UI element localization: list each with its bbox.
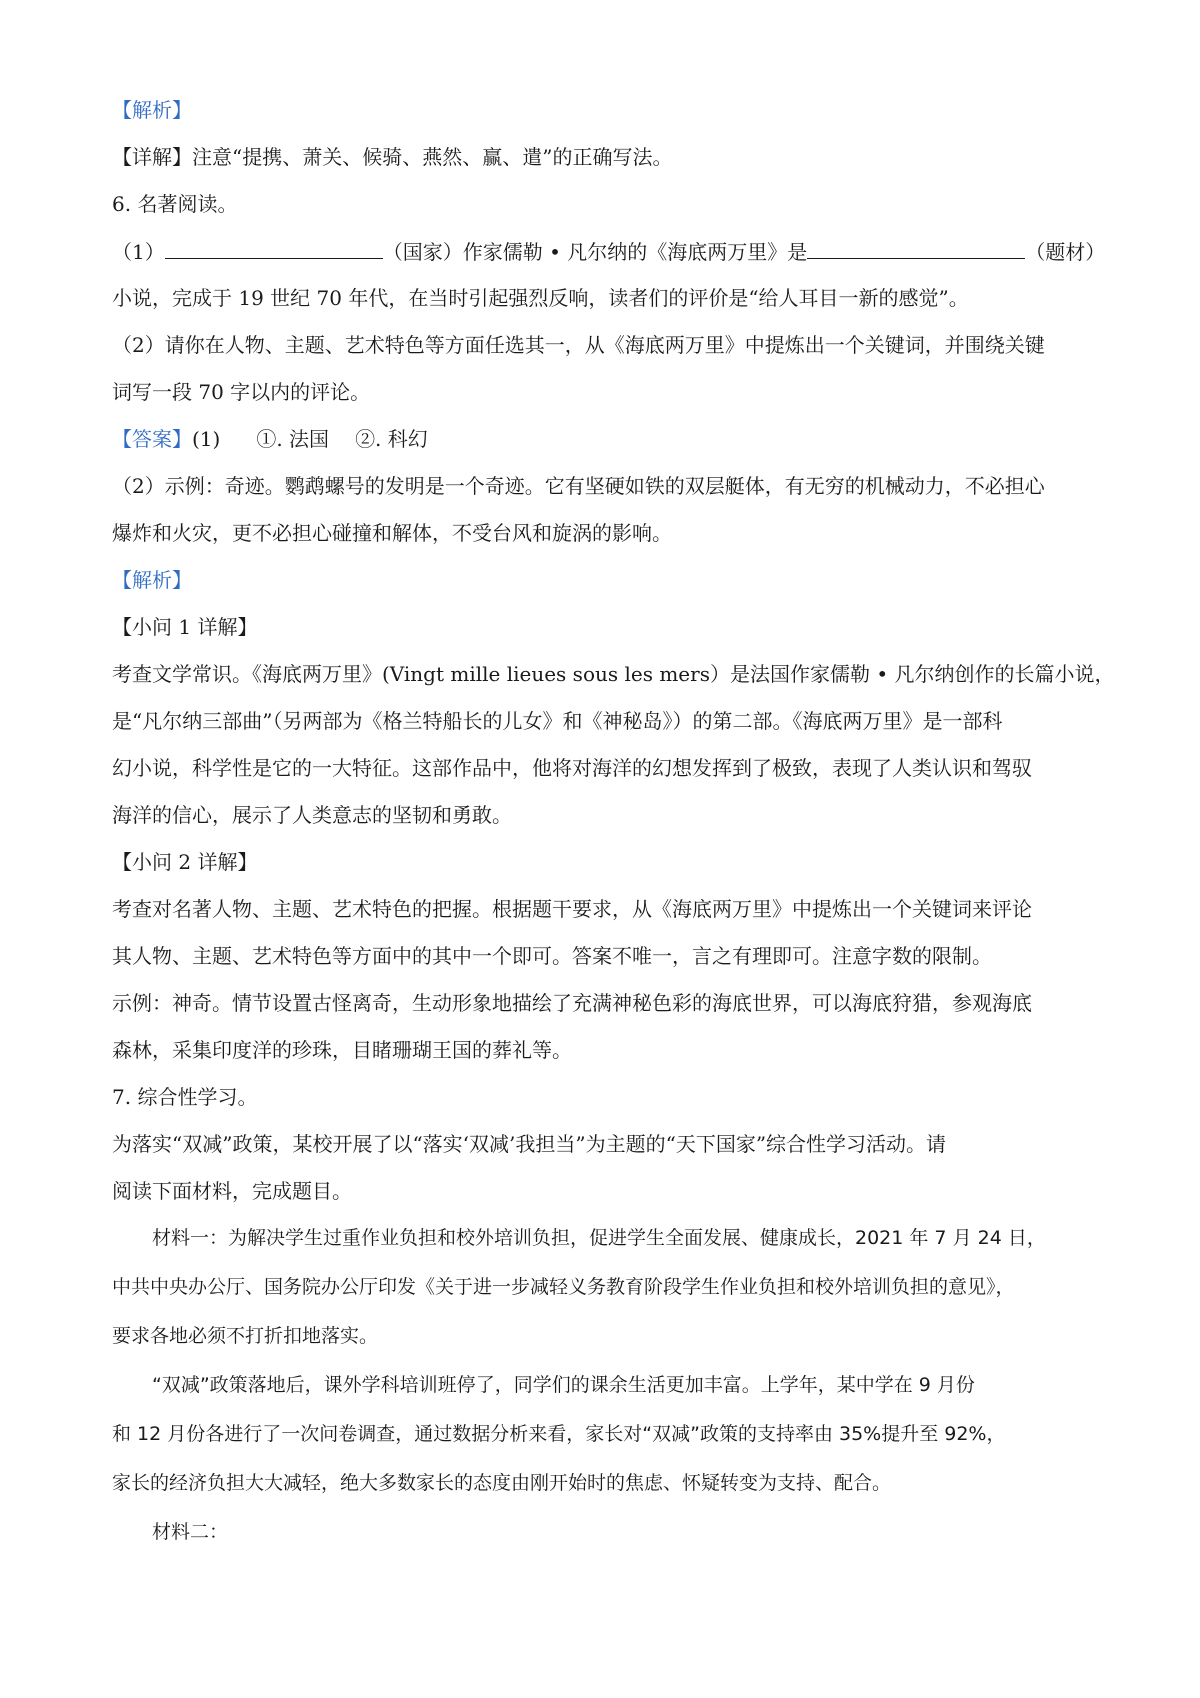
sub2-line2: 其人物、主题、艺术特色等方面中的其中一个即可。答案不唯一，言之有理即可。注意字数的限制。 <box>112 944 992 968</box>
q7-line1: 为落实“双减”政策，某校开展了以“落实‘双减’我担当”为主题的“天下国家”综合性学习活动。请 <box>112 1132 947 1156</box>
sub2-line3: 示例：神奇。情节设置古怪离奇，生动形象地描绘了充满神秘色彩的海底世界，可以海底狩猎，参观海底 <box>112 991 1032 1015</box>
sub2-line1: 考查对名著人物、主题、艺术特色的把握。根据题干要求，从《海底两万里》中提炼出一个关键词来评论 <box>112 897 1032 921</box>
answer-1-a: ①. 法国 <box>256 427 330 451</box>
answer-1-prefix: (1) <box>192 427 221 451</box>
jiexi-label-2: 【解析】 <box>112 568 192 592</box>
xiangjie-text: 注意“提携、萧关、候骑、燕然、赢、遣”的正确写法。 <box>192 145 673 169</box>
sub2-label: 【小问 2 详解】 <box>112 850 258 874</box>
xiangjie-paragraph <box>112 144 1097 191</box>
q6-part1-mid: （国家）作家儒勒 • 凡尔纳的《海底两万里》是 <box>382 240 808 264</box>
q6-part1-prefix: （1） <box>112 240 165 264</box>
answer-line <box>112 426 1097 473</box>
q6-part2-line2: 词写一段 70 字以内的评论。 <box>112 380 371 404</box>
q6-part1-end: （题材） <box>1025 240 1106 264</box>
sub1-line3: 幻小说，科学性是它的一大特征。这部作品中，他将对海洋的幻想发挥到了极致，表现了人类认识和驾驭 <box>112 756 1032 780</box>
answer-2-line1: （2）示例：奇迹。鹦鹉螺号的发明是一个奇迹。它有坚硬如铁的双层艇体，有无穷的机械动力，不必担心 <box>112 474 1045 498</box>
jiexi-label: 【解析】 <box>112 98 192 122</box>
material1b-line2: 和 12 月份各进行了一次问卷调查，通过数据分析来看，家长对“双减”政策的支持率由 35%提升至 92%， <box>112 1423 1006 1445</box>
sub1-line1: 考查文学常识。《海底两万里》(Vingt mille lieues sous les mers）是法国作家儒勒 • 凡尔纳创作的长篇小说， <box>112 662 1115 686</box>
xiangjie-label: 【详解】 <box>112 145 192 169</box>
q6-title: 6. 名著阅读。 <box>112 192 238 216</box>
sub1-line4: 海洋的信心，展示了人类意志的坚韧和勇敢。 <box>112 803 512 827</box>
q6-part2-line1: （2）请你在人物、主题、艺术特色等方面任选其一，从《海底两万里》中提炼出一个关键词，并围绕关键 <box>112 333 1045 357</box>
answer-label: 【答案】 <box>112 427 192 451</box>
document-content <box>112 97 1115 1568</box>
material1-line3: 要求各地必须不打折扣地落实。 <box>112 1325 379 1347</box>
answer-1-b: ②. 科幻 <box>355 427 428 451</box>
material2-label: 材料二： <box>152 1521 229 1543</box>
q6-part1-line2: 小说，完成于 19 世纪 70 年代，在当时引起强烈反响，读者们的评价是“给人耳目一新的感觉”。 <box>112 286 969 310</box>
material1-line1: 材料一：为解决学生过重作业负担和校外培训负担，促进学生全面发展、健康成长，2021 年 7 月 24 日， <box>152 1227 1046 1249</box>
sub1-label: 【小问 1 详解】 <box>112 615 258 639</box>
q7-title: 7. 综合性学习。 <box>112 1085 258 1109</box>
material1-line2: 中共中央办公厅、国务院办公厅印发《关于进一步减轻义务教育阶段学生作业负担和校外培训负担的意见》， <box>112 1276 1015 1298</box>
answer-2-line2: 爆炸和火灾，更不必担心碰撞和解体，不受台风和旋涡的影响。 <box>112 521 672 545</box>
material1b-line1: “双减”政策落地后，课外学科培训班停了，同学们的课余生活更加丰富。上学年，某中学在 9 月份 <box>152 1374 975 1396</box>
sub2-line4: 森林，采集印度洋的珍珠，目睹珊瑚王国的葬礼等。 <box>112 1038 572 1062</box>
q6-part1-line1 <box>112 238 1106 285</box>
q7-line2: 阅读下面材料，完成题目。 <box>112 1179 352 1203</box>
sub1-line2: 是“凡尔纳三部曲”（另两部为《格兰特船长的儿女》和《神秘岛》）的第二部。《海底两万里》是一部科 <box>112 709 1003 733</box>
material1b-line3: 家长的经济负担大大减轻，绝大多数家长的态度由刚开始时的焦虑、怀疑转变为支持、配合。 <box>112 1472 892 1494</box>
genre-blank <box>807 238 1025 259</box>
country-blank <box>165 238 383 259</box>
